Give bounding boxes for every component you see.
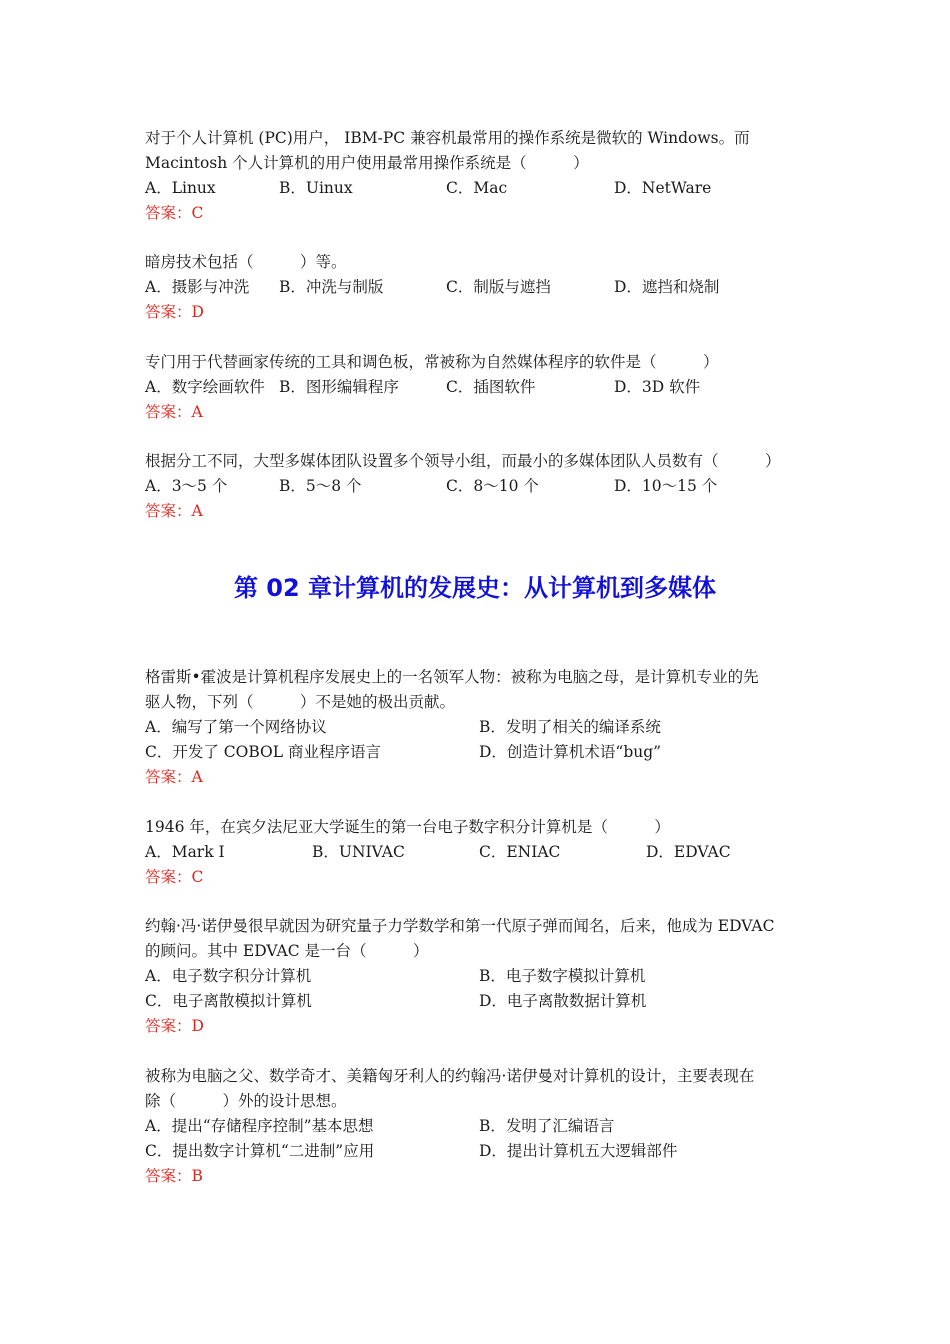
- option-b: B．冲洗与制版: [279, 278, 384, 296]
- question-1: [145, 126, 810, 226]
- question-stem: 暗房技术包括（ ）等。: [145, 253, 347, 271]
- question-7: [145, 914, 810, 1039]
- question-stem: 对于个人计算机 (PC)用户， IBM-PC 兼容机最常用的操作系统是微软的 Windows。而: [145, 129, 750, 147]
- answer-label: 答案：A: [145, 502, 203, 520]
- question-stem: 的顾问。其中 EDVAC 是一台（ ）: [145, 942, 429, 960]
- question-8: [145, 1064, 810, 1189]
- option-a: A．摄影与冲洗: [145, 278, 250, 296]
- option-a: A．电子数字积分计算机: [145, 967, 312, 985]
- option-a: A．编写了第一个网络协议: [145, 718, 327, 736]
- question-stem: 1946 年，在宾夕法尼亚大学诞生的第一台电子数字积分计算机是（ ）: [145, 818, 670, 836]
- options-grid: [145, 715, 810, 765]
- option-a: A．提出“存储程序控制”基本思想: [145, 1117, 374, 1135]
- answer-label: 答案：A: [145, 403, 203, 421]
- options-row: [145, 275, 810, 300]
- question-stem: 驱人物，下列（ ）不是她的极出贡献。: [145, 693, 456, 711]
- option-d: D．提出计算机五大逻辑部件: [479, 1142, 678, 1160]
- options-row: [145, 474, 810, 499]
- option-b: B．UNIVAC: [312, 843, 405, 861]
- option-d: D．电子离散数据计算机: [479, 992, 647, 1010]
- answer-label: 答案：C: [145, 204, 204, 222]
- question-stem: 专门用于代替画家传统的工具和调色板，常被称为自然媒体程序的软件是（ ）: [145, 353, 719, 371]
- option-d: D．10～15 个: [614, 477, 718, 495]
- question-stem: 除（ ）外的设计思想。: [145, 1092, 347, 1110]
- option-b: B．发明了相关的编译系统: [479, 718, 661, 736]
- option-d: D．创造计算机术语“bug”: [479, 743, 662, 761]
- option-d: D．NetWare: [614, 179, 712, 197]
- answer-label: 答案：D: [145, 303, 204, 321]
- option-c: C．8～10 个: [446, 477, 539, 495]
- question-stem: 根据分工不同，大型多媒体团队设置多个领导小组，而最小的多媒体团队人员数有（ ）: [145, 452, 781, 470]
- question-stem: Macintosh 个人计算机的用户使用最常用操作系统是（ ）: [145, 154, 589, 172]
- question-stem: 约翰·冯·诺伊曼很早就因为研究量子力学数学和第一代原子弹而闻名，后来，他成为 EDVAC: [145, 917, 775, 935]
- option-b: B．5～8 个: [279, 477, 362, 495]
- option-d: D．3D 软件: [614, 378, 701, 396]
- options-row: [145, 375, 810, 400]
- option-b: B．发明了汇编语言: [479, 1117, 615, 1135]
- answer-label: 答案：A: [145, 768, 203, 786]
- option-c: C．开发了 COBOL 商业程序语言: [145, 743, 381, 761]
- option-a: A．3～5 个: [145, 477, 228, 495]
- options-grid: [145, 964, 810, 1014]
- option-d: D．EDVAC: [646, 843, 731, 861]
- question-stem: 被称为电脑之父、数学奇才、美籍匈牙利人的约翰冯·诺伊曼对计算机的设计，主要表现在: [145, 1067, 755, 1085]
- chapter-title: 第 02 章计算机的发展史：从计算机到多媒体: [233, 574, 717, 602]
- question-2: [145, 250, 810, 325]
- answer-label: 答案：D: [145, 1017, 204, 1035]
- option-d: D．遮挡和烧制: [614, 278, 720, 296]
- option-a: A．数字绘画软件: [145, 378, 265, 396]
- question-stem: 格雷斯•霍波是计算机程序发展史上的一名领军人物：被称为电脑之母，是计算机专业的先: [145, 668, 759, 686]
- option-c: C．提出数字计算机“二进制”应用: [145, 1142, 375, 1160]
- question-6: [145, 815, 810, 890]
- option-b: B．Uinux: [279, 179, 353, 197]
- option-c: C．制版与遮挡: [446, 278, 551, 296]
- option-a: A．Mark I: [145, 843, 225, 861]
- question-5: [145, 665, 810, 790]
- option-a: A．Linux: [145, 179, 216, 197]
- answer-label: 答案：B: [145, 1167, 203, 1185]
- option-c: C．Mac: [446, 179, 508, 197]
- option-c: C．电子离散模拟计算机: [145, 992, 312, 1010]
- option-c: C．ENIAC: [479, 843, 561, 861]
- question-3: [145, 350, 810, 425]
- question-4: [145, 449, 810, 524]
- option-c: C．插图软件: [446, 378, 536, 396]
- options-grid: [145, 1114, 810, 1164]
- options-row: [145, 176, 810, 201]
- answer-label: 答案：C: [145, 868, 204, 886]
- options-row: [145, 840, 810, 865]
- option-b: B．电子数字模拟计算机: [479, 967, 646, 985]
- option-b: B．图形编辑程序: [279, 378, 399, 396]
